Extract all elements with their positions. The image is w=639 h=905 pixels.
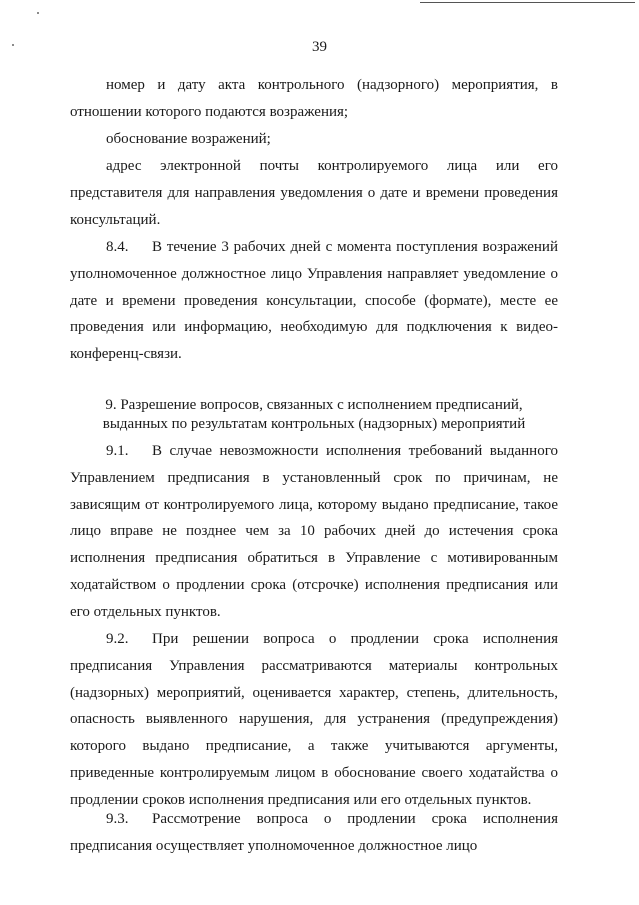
- clause-text: При решении вопроса о продлении срока исполнения предписания Управления рассматриваются материалы контрольных (надзорных) мероприятий, оценивается характер, степень, длительность, опасность выявленного нарушения, для устранения (предупреждения) которого выдано предписание, а также учитываются аргументы, приведенные контролируемым лицом в обоснование своего ходатайства о продлении сроков исполнения предписания или его отдельных пунктов.: [70, 631, 558, 808]
- clause-number: 9.1.: [106, 443, 129, 459]
- section-heading-line-2: выданных по результатам контрольных (надзорных) мероприятий: [102, 416, 526, 432]
- section-heading: [70, 396, 558, 434]
- clause-text: В случае невозможности исполнения требований выданного Управлением предписания в установленный срок по причинам, не зависящим от контролируемого лица, которому выдано предписание, такое лицо вправе не позднее чем за 10 рабочих дней до истечения срока исполнения предписания обратиться в Управление с мотивированным ходатайством о продлении срока (отсрочке) исполнения предписания или его отдельных пунктов.: [70, 443, 558, 620]
- clause-9-1: [70, 438, 558, 626]
- list-item-act-number: номер и дату акта контрольного (надзорного) мероприятия, в отношении которого подаются возражения;: [70, 77, 558, 120]
- section-heading-line-1: 9. Разрешение вопросов, связанных с исполнением предписаний,: [105, 397, 523, 413]
- list-item-justification: обоснование возражений;: [106, 131, 271, 147]
- clause-number: 9.2.: [106, 631, 129, 647]
- clause-9-2: [70, 626, 558, 814]
- clause-text: В течение 3 рабочих дней с момента поступления возражений уполномоченное должностное лицо Управления направляет уведомление о дате и времени проведения консультации, способе (формате), месте ее проведения или информацию, необходимую для подключения к видео-конференц-связи.: [70, 239, 558, 363]
- list-item-email: адрес электронной почты контролируемого лица или его представителя для направления уведомления о дате и времени проведения консультаций.: [70, 158, 558, 228]
- clause-9-3: [70, 806, 558, 860]
- clause-text: Рассмотрение вопроса о продлении срока исполнения предписания осуществляет уполномоченное должностное лицо: [70, 811, 558, 854]
- scan-top-line: [420, 2, 635, 3]
- clause-number: 9.3.: [106, 811, 129, 827]
- scan-speck: [37, 12, 39, 14]
- page-number: 39: [312, 39, 327, 55]
- clause-number: 8.4.: [106, 239, 129, 255]
- clause-8-4: [70, 234, 558, 368]
